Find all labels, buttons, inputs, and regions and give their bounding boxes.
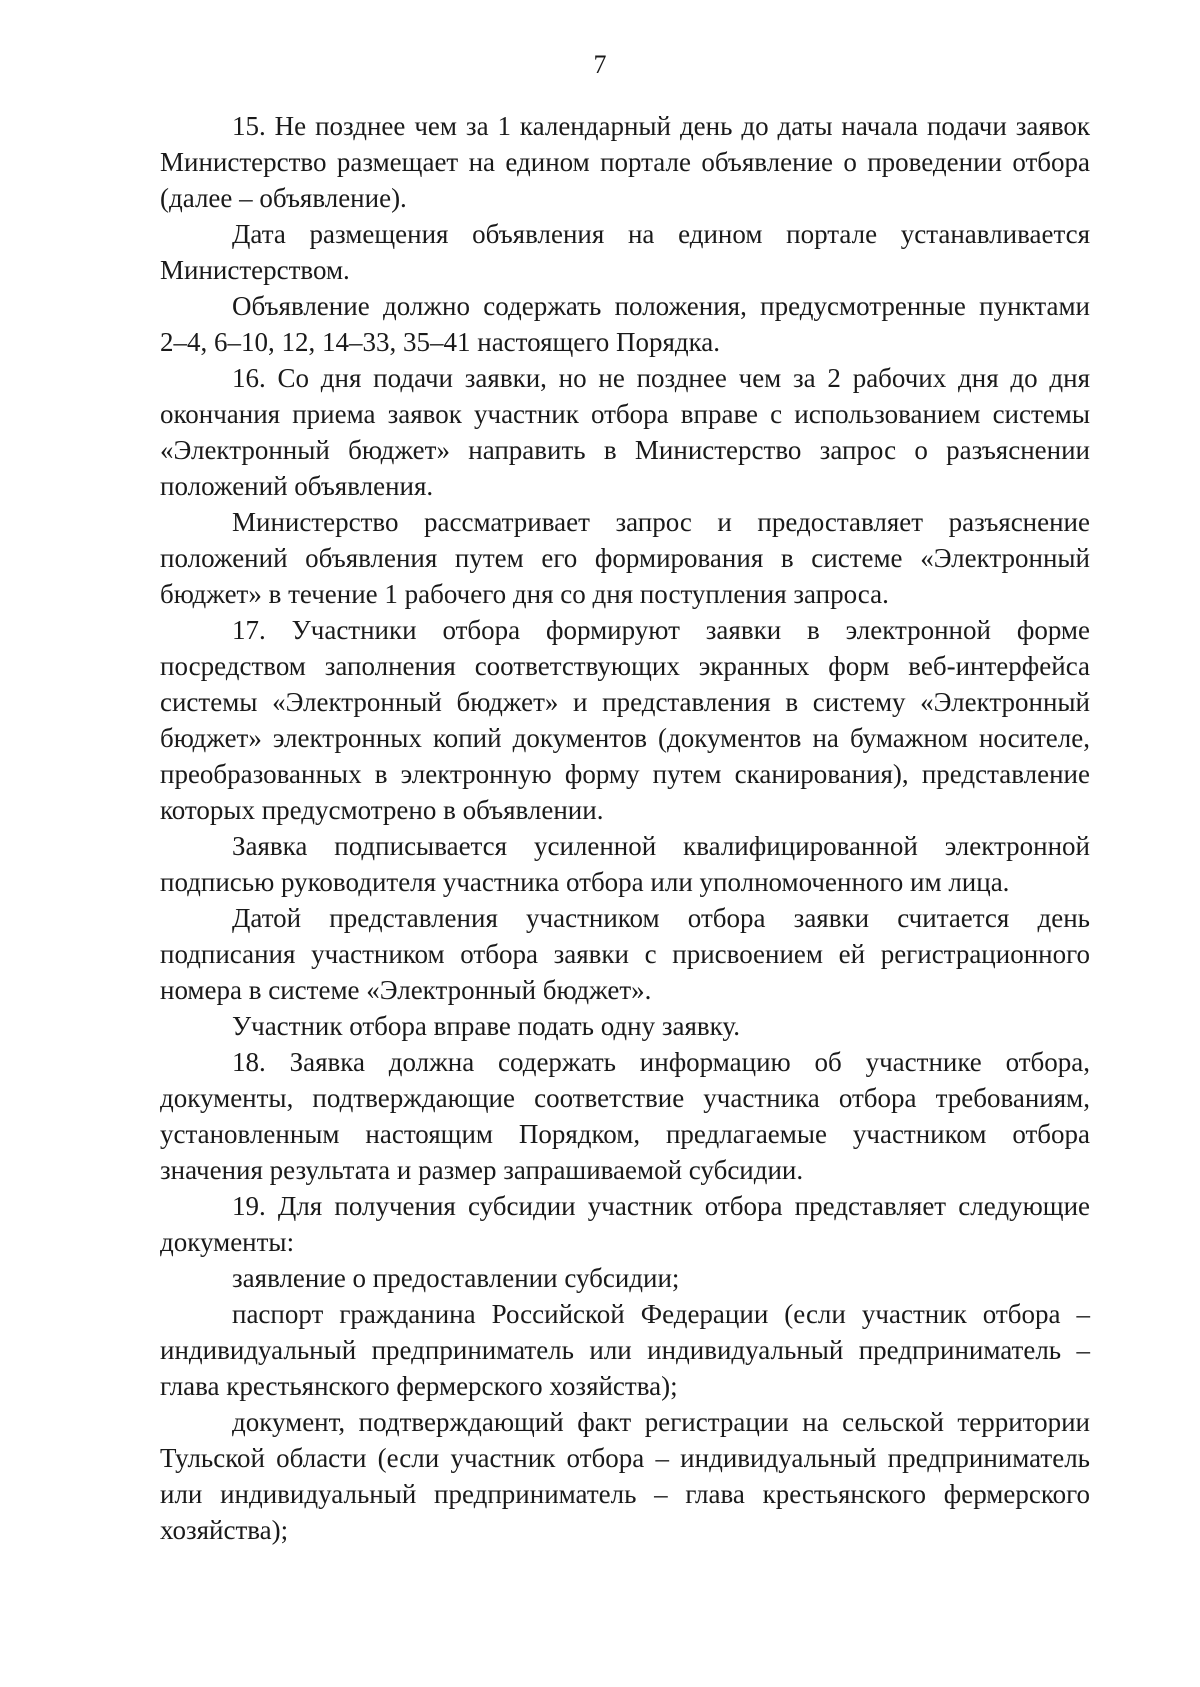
- list-item-application: заявление о предоставлении субсидии;: [232, 1263, 680, 1293]
- paragraph-one-application: Участник отбора вправе подать одну заявку.: [232, 1011, 740, 1041]
- list-item-registration-document: документ, подтверждающий факт регистрации на сельской территории Тульской области (если участник отбора – индивидуальный предприниматель или индивидуальный предприниматель – глава крестьянского фермерского хозяйства);: [160, 1407, 1090, 1545]
- page-number: 7: [593, 50, 607, 79]
- paragraph-16: 16. Со дня подачи заявки, но не позднее чем за 2 рабочих дня до дня окончания приема заявок участник отбора вправе с использованием системы «Электронный бюджет» направить в Министерство запрос о разъяснении положений объявления.: [160, 363, 1090, 501]
- document-body: [160, 108, 1090, 1548]
- paragraph-ministry-clarification: Министерство рассматривает запрос и предоставляет разъяснение положений объявления путем его формирования в системе «Электронный бюджет» в течение 1 рабочего дня со дня поступления запроса.: [160, 507, 1090, 609]
- paragraph-15: 15. Не позднее чем за 1 календарный день до даты начала подачи заявок Министерство размещает на едином портале объявление о проведении отбора (далее – объявление).: [160, 111, 1090, 213]
- paragraph-announcement-date: Дата размещения объявления на едином портале устанавливается Министерством.: [160, 219, 1090, 285]
- paragraph-19: 19. Для получения субсидии участник отбора представляет следующие документы:: [160, 1191, 1090, 1257]
- paragraph-17: 17. Участники отбора формируют заявки в электронной форме посредством заполнения соответствующих экранных форм веб-интерфейса системы «Электронный бюджет» и представления в систему «Электронный бюджет» электронных копий документов (документов на бумажном носителе, преобразованных в электронную форму путем сканирования), представление которых предусмотрено в объявлении.: [160, 615, 1090, 825]
- list-item-passport: паспорт гражданина Российской Федерации (если участник отбора – индивидуальный предприниматель или индивидуальный предприниматель – глава крестьянского фермерского хозяйства);: [160, 1299, 1090, 1401]
- paragraph-application-signature: Заявка подписывается усиленной квалифицированной электронной подписью руководителя участника отбора или уполномоченного им лица.: [160, 831, 1090, 897]
- paragraph-submission-date: Датой представления участником отбора заявки считается день подписания участником отбора заявки с присвоением ей регистрационного номера в системе «Электронный бюджет».: [160, 903, 1090, 1005]
- paragraph-announcement-content: Объявление должно содержать положения, предусмотренные пунктами 2–4, 6–10, 12, 14–33, 35–41 настоящего Порядка.: [160, 291, 1090, 357]
- paragraph-18: 18. Заявка должна содержать информацию об участнике отбора, документы, подтверждающие соответствие участника отбора требованиям, установленным настоящим Порядком, предлагаемые участником отбора значения результата и размер запрашиваемой субсидии.: [160, 1047, 1090, 1185]
